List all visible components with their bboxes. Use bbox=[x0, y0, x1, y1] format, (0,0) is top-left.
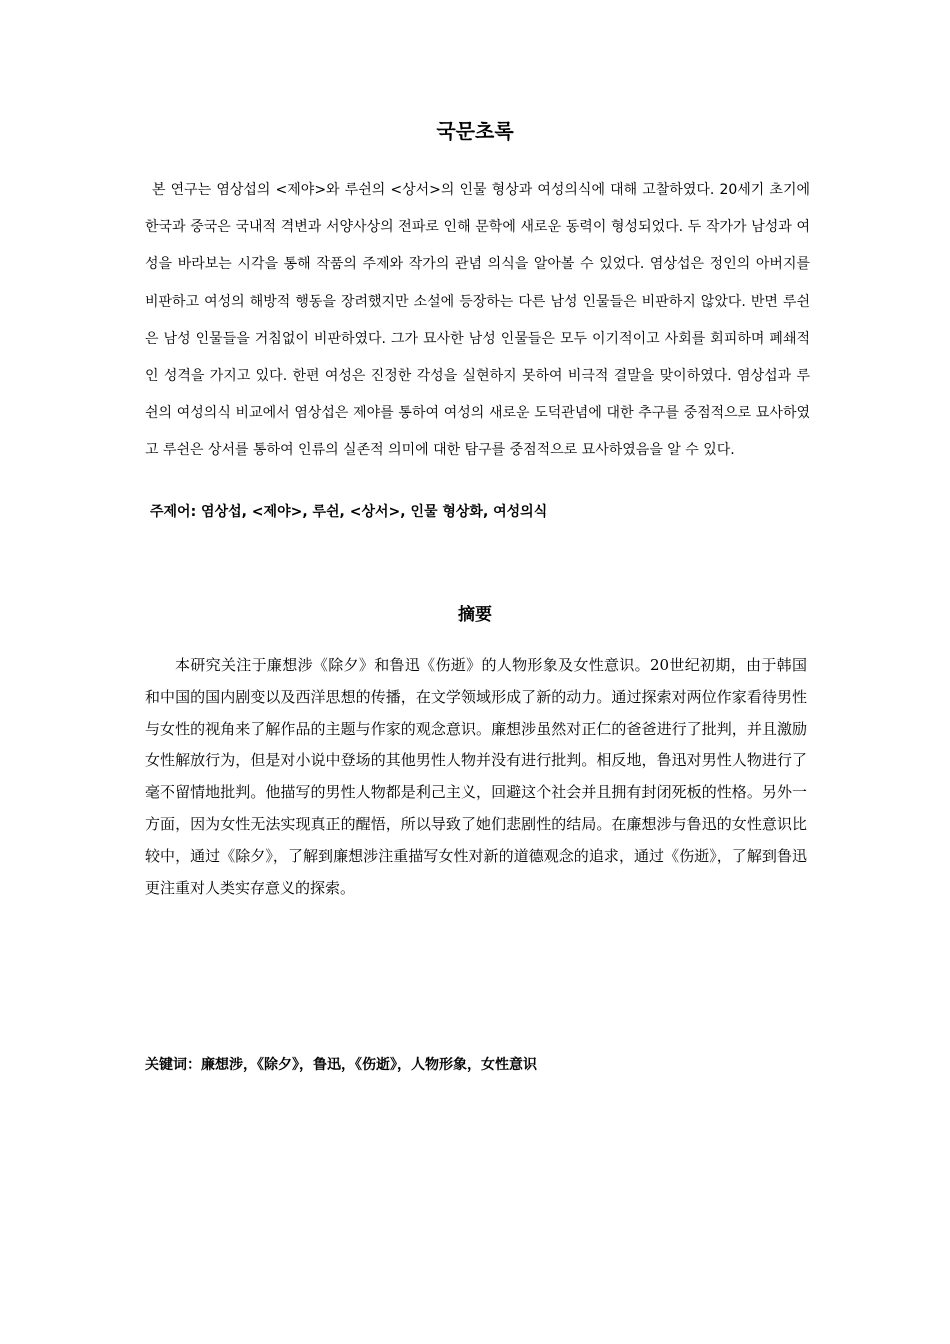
korean-abstract-body: 본 연구는 염상섭의 <제야>와 루쉰의 <상서>의 인물 형상과 여성의식에 대해 고찰하였다. 20세기 초기에 한국과 중국은 국내적 격변과 서양사상의 전파로 인해 문학에 새로운 동력이 형성되었다. 두 작가가 남성과 여성을 바라보는 시각을 통해 작품의 주제와 작가의 관념 의식을 알아볼 수 있었다. 염상섭은 정인의 아버지를 비판하고 여성의 해방적 행동을 장려했지만 소설에 등장하는 다른 남성 인물들은 비판하지 않았다. 반면 루쉰은 남성 인물들을 거침없이 비판하였다. 그가 묘사한 남성 인물들은 모두 이기적이고 사회를 회피하며 폐쇄적인 성격을 가지고 있다. 한편 여성은 진정한 각성을 실현하지 못하여 비극적 결말을 맞이하였다. 염상섭과 루쉰의 여성의식 비교에서 염상섭은 제야를 통하여 여성의 새로운 도덕관념에 대한 추구를 중점적으로 묘사하였고 루쉰은 상서를 통하여 인류의 실존적 의미에 대한 탐구를 중점적으로 묘사하였음을 알 수 있다. bbox=[145, 182, 810, 459]
korean-keywords: 주제어: 염상섭, <제야>, 루쉰, <상서>, 인물 형상화, 여성의식 bbox=[150, 504, 548, 520]
chinese-abstract-body: 本研究关注于廉想涉《除夕》和鲁迅《伤逝》的人物形象及女性意识。20世纪初期，由于韩国和中国的国内剧变以及西洋思想的传播，在文学领域形成了新的动力。通过探索对两位作家看待男性与女性的视角来了解作品的主题与作家的观念意识。廉想涉虽然对正仁的爸爸进行了批判，并且激励女性解放行为，但是对小说中登场的其他男性人物并没有进行批判。相反地，鲁迅对男性人物进行了毫不留情地批判。他描写的男性人物都是利己主义，回避这个社会并且拥有封闭死板的性格。另外一方面，因为女性无法实现真正的醒悟，所以导致了她们悲剧性的结局。在廉想涉与鲁迅的女性意识比较中，通过《除夕》，了解到廉想涉注重描写女性对新的道德观念的追求，通过《伤逝》，了解到鲁迅更注重对人类实存意义的探索。 bbox=[145, 656, 807, 897]
chinese-abstract-title: 摘要 bbox=[458, 605, 492, 625]
chinese-keywords: 关键词：廉想涉，《除夕》，鲁迅，《伤逝》，人物形象，女性意识 bbox=[145, 1057, 537, 1073]
korean-abstract-title: 국문초록 bbox=[436, 119, 514, 143]
